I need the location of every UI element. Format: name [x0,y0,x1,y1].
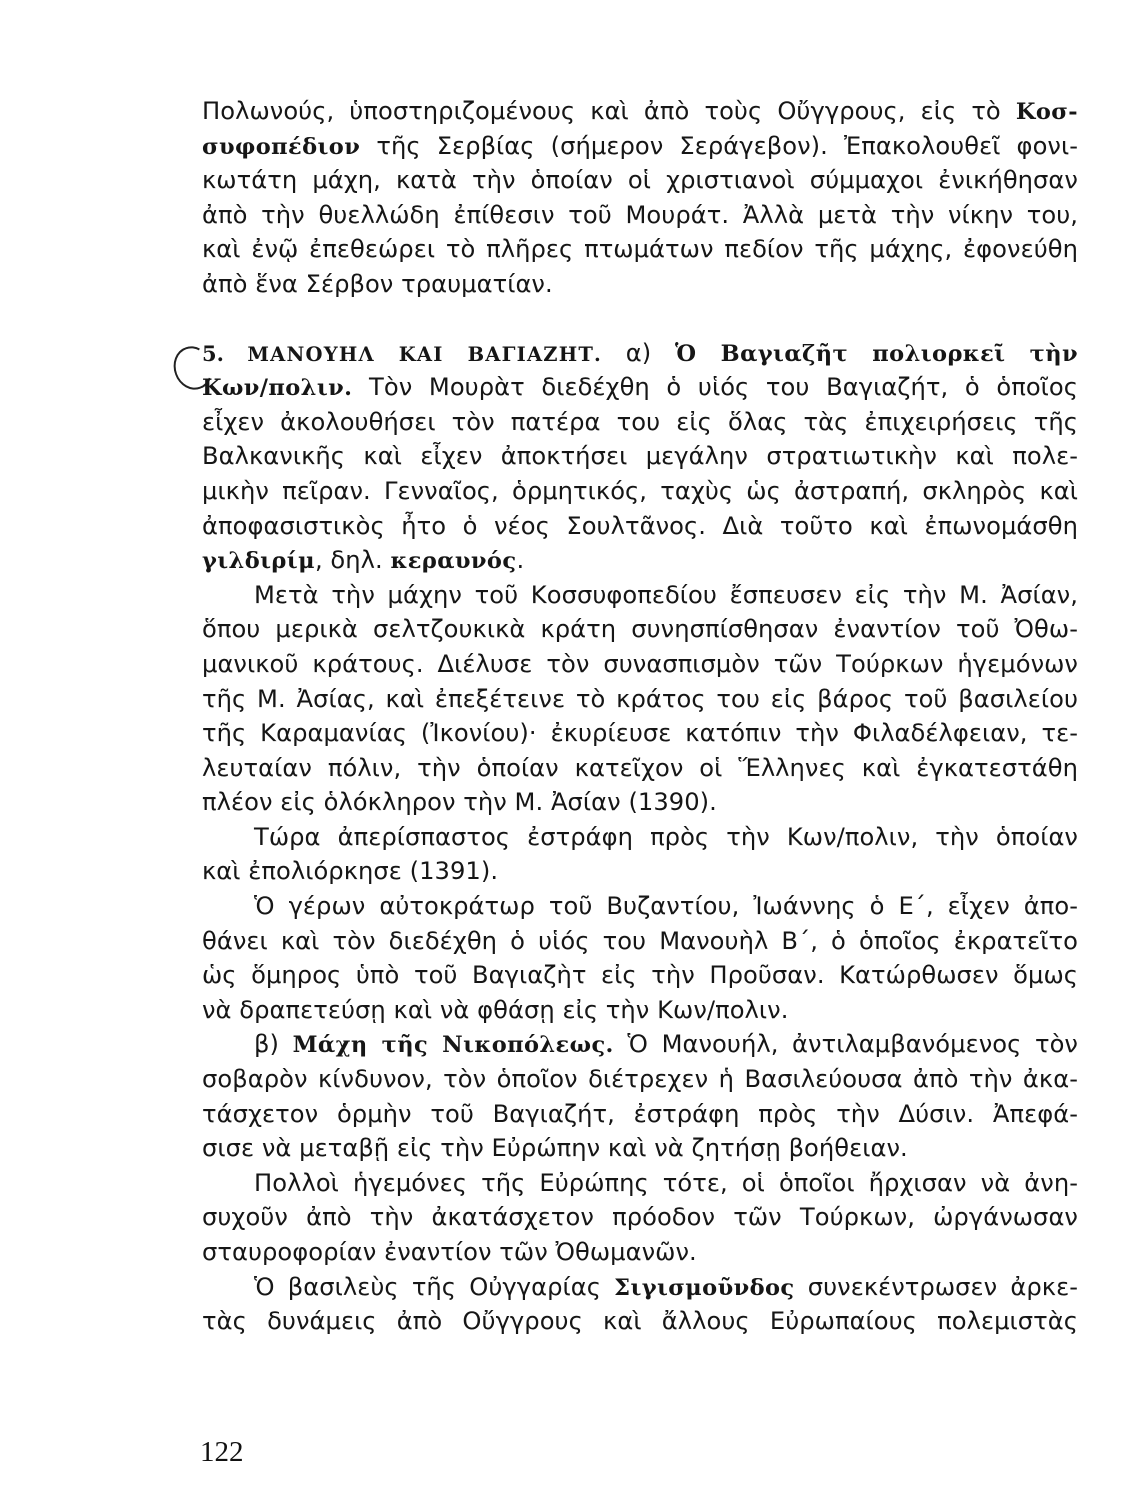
text-line [202,509,1078,544]
emphasis-text: 5. [202,340,248,366]
text-line [202,232,1078,267]
text-line [202,820,1078,855]
text-run: ἀπὸ ἕνα Σέρβον τραυματίαν. [202,269,553,298]
text-run: Τὸν Μουρὰτ διεδέχθη ὁ υἱός του Βαγιαζήτ, ὁ ὁποῖος [352,373,1078,402]
emphasis-text: Ὁ Βαγιαζῆτ πολιορκεῖ τὴν [675,340,1078,367]
text-line [202,198,1078,233]
text-run: τάσχετον ὁρμὴν τοῦ Βαγιαζήτ, ἐστράφη πρὸς τὴν Δύσιν. Ἀπεφά- [202,1099,1078,1128]
text-run: , δηλ. [314,546,391,575]
text-line [202,1097,1078,1132]
emphasis-text: Μάχη τῆς Νικοπόλεως. [292,1032,614,1059]
text-run: . [516,546,525,575]
text-run: Βαλκανικῆς καὶ εἶχεν ἀποκτήσει μεγάλην στρατιωτικὴν καὶ πολε- [202,442,1078,471]
text-run: ὅπου μερικὰ σελτζουκικὰ κράτη συνησπίσθησαν ἐναντίον τοῦ Ὀθω- [202,615,1078,644]
text-line [202,612,1078,647]
text-run: συνεκέντρωσεν ἀρκε- [794,1272,1078,1301]
text-run: τὰς δυνάμεις ἀπὸ Οὔγγρους καὶ ἄλλους Εὐρωπαίους πολεμιστὰς [202,1307,1078,1336]
text-line [202,1062,1078,1097]
text-run: Τώρα ἀπερίσπαστος ἐστράφη πρὸς τὴν Κων/πολιν, τὴν ὁποίαν [254,822,1078,851]
text-line [202,474,1078,509]
text-line [202,1235,1078,1270]
text-line [202,889,1078,924]
text-run: Πολωνούς, ὑποστηριζομένους καὶ ἀπὸ τοὺς Οὔγγρους, εἰς τὸ [202,97,1016,125]
text-line [202,543,1078,578]
text-line [202,1270,1078,1305]
text-run: σισε νὰ μεταβῇ εἰς τὴν Εὐρώπην καὶ νὰ ζητήσῃ βοήθειαν. [202,1134,908,1163]
page-number: 122 [200,1436,244,1468]
text-run: β) [254,1030,293,1059]
text-run: τῆς Σερβίας (σήμερον Σεράγεβον). Ἐπακολουθεῖ φονι- [360,131,1078,160]
text-line [202,716,1078,751]
text-run: Ὁ Μανουήλ, ἀντιλαμβανόμενος τὸν [613,1030,1078,1059]
text-line [202,682,1078,717]
emphasis-text: κεραυνός [390,548,517,575]
text-line [202,1304,1078,1339]
text-run: τῆς Μ. Ἀσίας, καὶ ἐπεξέτεινε τὸ κράτος του εἰς βάρος τοῦ βασιλείου [202,684,1078,713]
text-run: σταυροφορίαν ἐναντίον τῶν Ὀθωμανῶν. [202,1238,697,1266]
emphasis-text: συφοπέδιον [202,133,361,160]
text-line [202,785,1078,820]
text-line [202,405,1078,440]
text-run: κωτάτη μάχη, κατὰ τὴν ὁποίαν οἱ χριστιανοὶ σύμμαχοι ἐνικήθησαν [202,166,1078,195]
text-line [202,578,1078,613]
text-run: θάνει καὶ τὸν διεδέχθη ὁ υἱός του Μανουὴλ Β΄, ὁ ὁποῖος ἐκρατεῖτο [202,926,1078,955]
emphasis-text: γιλδιρίμ [202,548,315,575]
text-run: ἀποφασιστικὸς ἦτο ὁ νέος Σουλτᾶνος. Διὰ τοῦτο καὶ ἐπωνομάσθη [202,511,1078,540]
text-line [202,751,1078,786]
text-line [202,958,1078,993]
text-run: σοβαρὸν κίνδυνον, τὸν ὁποῖον διέτρεχεν ἡ Βασιλεύουσα ἀπὸ τὴν ἀκα- [202,1065,1078,1094]
text-run: λευταίαν πόλιν, τὴν ὁποίαν κατεῖχον οἱ Ἕλληνες καὶ ἐγκατεστάθη [202,753,1078,782]
body-text [202,94,1078,1339]
text-line [202,336,1078,371]
text-run: Ὁ βασιλεὺς τῆς Οὐγγαρίας [254,1272,615,1301]
emphasis-text: Κων/πολιν. [202,375,353,402]
text-run: συχοῦν ἀπὸ τὴν ἀκατάσχετον πρόοδον τῶν Τούρκων, ὠργάνωσαν [202,1203,1078,1232]
text-line [202,854,1078,889]
text-run: νὰ δραπετεύσῃ καὶ νὰ φθάσῃ εἰς τὴν Κων/πολιν. [202,995,789,1024]
text-run: μικὴν πεῖραν. Γενναῖος, ὁρμητικός, ταχὺς ὡς ἀστραπή, σκληρὸς καὶ [202,476,1078,505]
text-run: τῆς Καραμανίας (Ἰκονίου)· ἐκυρίευσε κατόπιν τὴν Φιλαδέλφειαν, τε- [202,719,1078,748]
text-line [202,993,1078,1028]
text-line [202,1200,1078,1235]
emphasis-text: Κοσ- [1015,99,1078,125]
text-run: πλέον εἰς ὁλόκληρον τὴν Μ. Ἀσίαν (1390). [202,788,717,817]
text-line [202,370,1078,405]
text-line [202,647,1078,682]
text-run: εἶχεν ἀκολουθήσει τὸν πατέρα του εἰς ὅλας τὰς ἐπιχειρήσεις τῆς [202,407,1078,436]
text-run: καὶ ἐπολιόρκησε (1391). [202,857,499,886]
text-line [202,924,1078,959]
text-line [202,129,1078,164]
text-line [202,1131,1078,1166]
emphasis-text: Σιγισμοῦνδος [614,1274,795,1301]
text-run: ἀπὸ τὴν θυελλώδη ἐπίθεσιν τοῦ Μουράτ. Ἀλλὰ μετὰ τὴν νίκην του, [202,200,1078,229]
text-line [202,439,1078,474]
text-run: ὡς ὅμηρος ὑπὸ τοῦ Βαγιαζὴτ εἰς τὴν Προῦσαν. Κατώρθωσεν ὅμως [202,961,1078,990]
text-line [202,1166,1078,1201]
text-run: Μετὰ τὴν μάχην τοῦ Κοσσυφοπεδίου ἔσπευσεν εἰς τὴν Μ. Ἀσίαν, [254,580,1078,609]
text-line [202,267,1078,302]
text-run: Πολλοὶ ἡγεμόνες τῆς Εὐρώπης τότε, οἱ ὁποῖοι ἤρχισαν νὰ ἀνη- [254,1168,1078,1197]
text-line [202,163,1078,198]
text-run: μανικοῦ κράτους. Διέλυσε τὸν συνασπισμὸν τῶν Τούρκων ἡγεμόνων [202,649,1078,678]
text-line [202,1027,1078,1062]
text-run: α) [602,338,675,367]
text-line [202,94,1078,129]
text-run: Ὁ γέρων αὐτοκράτωρ τοῦ Βυζαντίου, Ἰωάννης ὁ Ε΄, εἶχεν ἀπο- [254,892,1078,921]
paragraph-gap [202,302,1078,336]
emphasis-text: ΜΑΝΟΥΗΛ ΚΑΙ ΒΑΓΙΑΖΗΤ. [247,342,603,366]
text-run: καὶ ἐνῷ ἐπεθεώρει τὸ πλῆρες πτωμάτων πεδίον τῆς μάχης, ἐφονεύθη [202,235,1078,264]
